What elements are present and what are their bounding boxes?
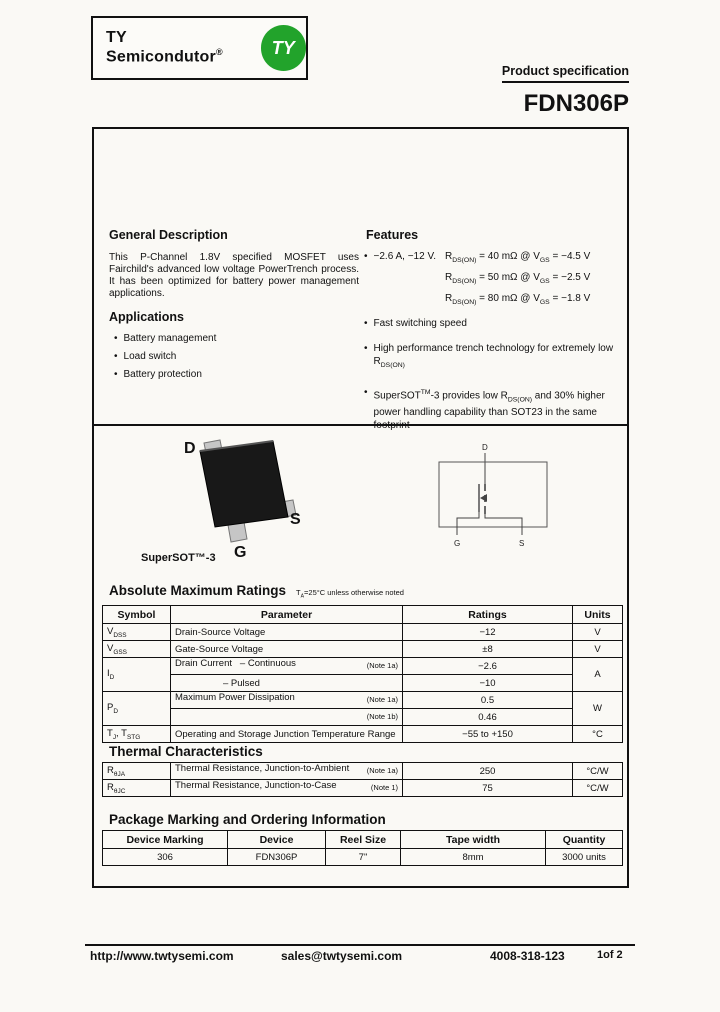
cell-parameter [171, 780, 403, 797]
package-body [200, 441, 288, 527]
cell-quantity: 3000 units [546, 849, 623, 866]
ordering-title: Package Marking and Ordering Information [109, 812, 386, 827]
table-row [103, 709, 623, 726]
list-item-label: • Battery protection [123, 369, 202, 380]
parameter-text: Operating and Storage Junction Temperature Range [175, 728, 396, 740]
parameter-text: Gate-Source Voltage [175, 643, 264, 655]
cell-reel-size: 7" [326, 849, 401, 866]
footer-page-number: 1of 2 [597, 949, 623, 961]
company-name-text: TY Semicondutor [106, 29, 216, 66]
thermal-heading [109, 744, 263, 759]
applications-title: Applications [109, 310, 185, 324]
mosfet-arrow [480, 494, 487, 502]
section-divider [94, 424, 627, 426]
table-row [103, 763, 623, 780]
footer-url: http://www.twtysemi.com [90, 949, 234, 963]
cell-device-marking: 306 [103, 849, 228, 866]
column-header: Device [228, 831, 326, 849]
pin-label-s: S [290, 511, 301, 528]
ordering-information-table [102, 830, 623, 866]
feature-item [364, 317, 626, 330]
table-header-row [103, 606, 623, 624]
rdson-line: $R_{DS(ON)} = 40$ mΩ @ $V_{GS} = -4.5$ V [444, 251, 591, 264]
cell-rating: 0.5 [403, 692, 573, 709]
cell-value: 75 [403, 780, 573, 797]
table-row [103, 849, 623, 866]
column-header: Quantity [546, 831, 623, 849]
column-header: Parameter [171, 606, 403, 624]
list-item-label: • Load switch [123, 351, 177, 362]
rdson-values [445, 250, 590, 309]
cell-unit: W [573, 692, 623, 726]
note-ref: (Note 1a) [366, 695, 398, 704]
list-item [114, 369, 216, 380]
cell-parameter [171, 675, 403, 692]
cell-symbol: $R_{\theta JC}$ [103, 780, 171, 797]
note-ref: (Note 1a) [366, 766, 398, 775]
cell-parameter [171, 692, 403, 709]
cell-value: 250 [403, 763, 573, 780]
table-row [103, 780, 623, 797]
column-header: Units [573, 606, 623, 624]
cell-parameter [171, 726, 403, 743]
table-row [103, 658, 623, 675]
logo-box [91, 16, 308, 80]
thermal-title: Thermal Characteristics [109, 744, 263, 759]
company-name [106, 29, 247, 66]
cell-symbol: $V_{GSS}$ [103, 641, 171, 658]
cell-unit: °C [573, 726, 623, 743]
cell-symbol: $V_{DSS}$ [103, 624, 171, 641]
cell-unit: °C/W [573, 780, 623, 797]
list-item [114, 333, 216, 344]
table-row [103, 624, 623, 641]
cell-rating: 0.46 [403, 709, 573, 726]
list-item [114, 351, 216, 362]
general-description-title: General Description [109, 228, 228, 242]
note-ref: (Note 1a) [366, 661, 398, 670]
applications-list [114, 333, 216, 387]
feature-item [364, 342, 626, 372]
cell-unit: A [573, 658, 623, 692]
cell-unit: V [573, 624, 623, 641]
table-header-row [103, 831, 623, 849]
column-header: Ratings [403, 606, 573, 624]
pin-label-g: G [234, 544, 247, 561]
schematic-label-s: S [519, 539, 525, 548]
parameter-text: Maximum Power Dissipation [175, 692, 295, 703]
rdson-line: $R_{DS(ON)} = 80$ mΩ @ $V_{GS} = -1.8$ V [444, 293, 591, 306]
rdson-line: $R_{DS(ON)} = 50$ mΩ @ $V_{GS} = -2.5$ V [444, 272, 591, 285]
amr-heading [109, 583, 404, 600]
footer-phone: 4008-318-123 [490, 949, 565, 963]
cell-symbol: $I_D$ [103, 658, 171, 692]
cell-parameter [171, 709, 403, 726]
cell-parameter [171, 641, 403, 658]
cell-parameter [171, 658, 403, 675]
thermal-characteristics-table [102, 762, 623, 797]
list-item-label: • Battery management [123, 333, 217, 344]
ty-logo [261, 25, 307, 71]
feature-text: • Fast switching speed [373, 318, 467, 329]
column-header: Device Marking [103, 831, 228, 849]
package-name: SuperSOT™-3 [141, 552, 216, 564]
feature-item [364, 250, 626, 309]
amr-subtitle: $T_A=25^\circ C$ unless otherwise noted [296, 588, 404, 600]
table-row [103, 641, 623, 658]
note-ref: (Note 1b) [366, 712, 398, 721]
cell-unit: °C/W [573, 763, 623, 780]
mosfet-schematic [427, 440, 562, 555]
cell-unit: V [573, 641, 623, 658]
cell-rating: −55 to +150 [403, 726, 573, 743]
cell-device: FDN306P [228, 849, 326, 866]
footer-email: sales@twtysemi.com [281, 949, 403, 963]
table-row [103, 726, 623, 743]
note-ref: (Note 1) [370, 783, 398, 792]
general-description-text: This P-Channel 1.8V specified MOSFET uses Fairchild's advanced low voltage PowerTrench process. It has been optimized for battery power management applications. [109, 252, 359, 299]
feature-text: • High performance trench technology for extremely low $R_{DS(ON)}$ [373, 343, 614, 369]
cell-symbol: $T_J$, $T_{STG}$ [103, 726, 171, 743]
parameter-text: Thermal Resistance, Junction-to-Ambient [175, 763, 350, 774]
table-row [103, 692, 623, 709]
features-list [364, 250, 626, 432]
absolute-maximum-ratings-table [102, 605, 623, 743]
schematic-label-d: D [482, 443, 488, 452]
cell-symbol: $P_D$ [103, 692, 171, 726]
column-header: Reel Size [326, 831, 401, 849]
column-header: Tape width [401, 831, 546, 849]
product-specification-label: Product specification [502, 64, 629, 83]
transistor-outline [439, 462, 547, 527]
column-header: Symbol [103, 606, 171, 624]
parameter-text: Thermal Resistance, Junction-to-Case [175, 780, 337, 791]
feature-text: • SuperSOT™-3 provides low $R_{DS(ON)}$ and 30% higher power handling capability than SOT23 in the same footprint [373, 389, 605, 432]
cell-rating: −12 [403, 624, 573, 641]
footer-divider [85, 944, 635, 946]
cell-rating: −2.6 [403, 658, 573, 675]
registered-mark: ® [215, 47, 223, 58]
cell-parameter [171, 624, 403, 641]
cell-rating: −10 [403, 675, 573, 692]
cell-symbol: $R_{\theta JA}$ [103, 763, 171, 780]
package-drawing [140, 429, 330, 579]
pin-label-d: D [184, 440, 196, 457]
cell-parameter [171, 763, 403, 780]
datasheet-body [92, 127, 629, 888]
parameter-text: Drain Current – Continuous [175, 658, 296, 669]
feature-ratings: • −2.6 A, −12 V. [373, 251, 436, 262]
source-lead [485, 514, 522, 535]
ty-logo-text: TY [271, 37, 295, 58]
cell-rating: ±8 [403, 641, 573, 658]
amr-title: Absolute Maximum Ratings [109, 583, 287, 598]
features-title: Features [366, 228, 419, 242]
table-row [103, 675, 623, 692]
gate-lead [457, 512, 479, 535]
parameter-text: Drain-Source Voltage [175, 626, 266, 638]
parameter-text: – Pulsed [223, 677, 260, 689]
schematic-label-g: G [454, 539, 461, 548]
part-number: FDN306P [523, 90, 629, 117]
cell-tape-width: 8mm [401, 849, 546, 866]
ordering-heading [109, 812, 386, 827]
